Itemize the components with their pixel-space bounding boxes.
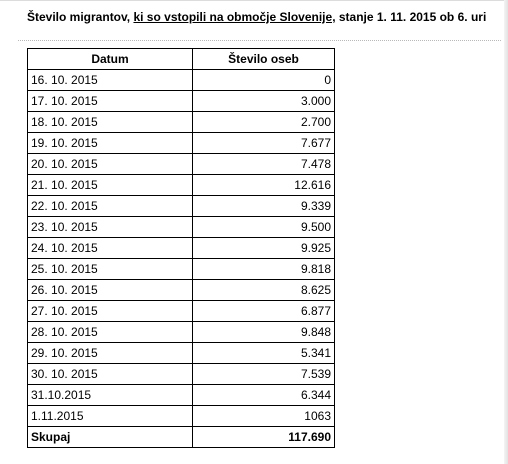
cut-off-text-fragment (150, 458, 360, 464)
table-body (28, 70, 335, 427)
row-count: 8.625 (193, 280, 335, 301)
row-date: 26. 10. 2015 (28, 280, 193, 301)
table-row (28, 196, 335, 217)
row-count: 9.925 (193, 238, 335, 259)
header-date: Datum (28, 49, 193, 70)
row-date: 25. 10. 2015 (28, 259, 193, 280)
row-count: 9.500 (193, 217, 335, 238)
table-row (28, 406, 335, 427)
title-part-1: Število migrantov, (27, 10, 134, 24)
total-row (28, 427, 335, 448)
table-row (28, 364, 335, 385)
table-row (28, 217, 335, 238)
table-row (28, 238, 335, 259)
row-date: 23. 10. 2015 (28, 217, 193, 238)
row-date: 19. 10. 2015 (28, 133, 193, 154)
row-count: 2.700 (193, 112, 335, 133)
row-date: 20. 10. 2015 (28, 154, 193, 175)
row-date: 30. 10. 2015 (28, 364, 193, 385)
total-value: 117.690 (193, 427, 335, 448)
table-row (28, 154, 335, 175)
table-row (28, 343, 335, 364)
row-date: 18. 10. 2015 (28, 112, 193, 133)
table-row (28, 175, 335, 196)
top-border (0, 0, 508, 1)
row-date: 17. 10. 2015 (28, 91, 193, 112)
title-part-3: stanje 1. 11. 2015 ob 6. uri (335, 10, 487, 24)
table-row (28, 70, 335, 91)
table-row (28, 259, 335, 280)
row-date: 16. 10. 2015 (28, 70, 193, 91)
total-label: Skupaj (28, 427, 193, 448)
row-count: 6.877 (193, 301, 335, 322)
row-date: 1.11.2015 (28, 406, 193, 427)
row-count: 9.339 (193, 196, 335, 217)
row-count: 9.818 (193, 259, 335, 280)
migrants-table (27, 48, 335, 448)
row-count: 1063 (193, 406, 335, 427)
table-row (28, 133, 335, 154)
row-count: 9.848 (193, 322, 335, 343)
table-row (28, 112, 335, 133)
table-header-row (28, 49, 335, 70)
table-row (28, 385, 335, 406)
row-date: 29. 10. 2015 (28, 343, 193, 364)
title-part-2-underlined: ki so vstopili na območje Slovenije, (133, 10, 336, 24)
row-count: 0 (193, 70, 335, 91)
row-count: 12.616 (193, 175, 335, 196)
row-date: 24. 10. 2015 (28, 238, 193, 259)
table-row (28, 280, 335, 301)
table-row (28, 301, 335, 322)
document-title (27, 10, 486, 24)
row-count: 5.341 (193, 343, 335, 364)
right-edge-shadow (504, 0, 508, 464)
row-date: 28. 10. 2015 (28, 322, 193, 343)
row-date: 22. 10. 2015 (28, 196, 193, 217)
row-count: 6.344 (193, 385, 335, 406)
table-row (28, 91, 335, 112)
row-date: 21. 10. 2015 (28, 175, 193, 196)
table-row (28, 322, 335, 343)
row-count: 7.677 (193, 133, 335, 154)
header-count: Število oseb (193, 49, 335, 70)
row-date: 27. 10. 2015 (28, 301, 193, 322)
row-date: 31.10.2015 (28, 385, 193, 406)
row-count: 7.478 (193, 154, 335, 175)
dotted-divider (18, 40, 501, 41)
row-count: 7.539 (193, 364, 335, 385)
row-count: 3.000 (193, 91, 335, 112)
